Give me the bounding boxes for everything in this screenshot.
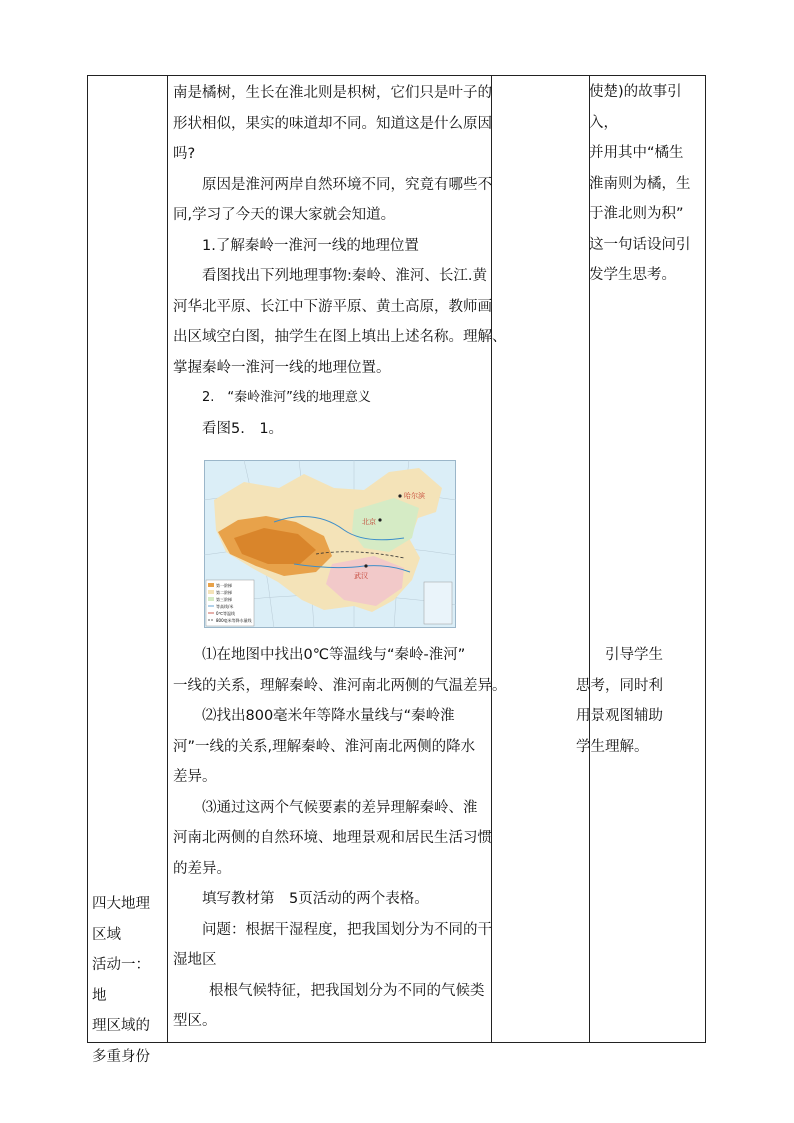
map-label-south: 武汉 [354, 572, 368, 580]
content-upper [168, 78, 572, 444]
intent-line: 淮南则为橘，生 [589, 175, 691, 192]
guidance-line: 用景观图辅助 [576, 708, 663, 724]
task-line: 河华北平原、长江中下游平原、黄土高原，教师画 [173, 298, 492, 315]
city-marker [378, 518, 381, 521]
intent-line: 这一句话设问引 [589, 236, 691, 253]
question-line: 河南北两侧的自然环境、地理景观和居民生活习惯 [173, 830, 492, 846]
section-label-line: 理区域的 [92, 1018, 150, 1034]
design-intent-note [589, 77, 701, 291]
heading-1: 1.了解秦岭一淮河一线的地理位置 [202, 237, 419, 254]
map-label-north: 哈尔滨 [404, 492, 425, 500]
content-lower [168, 640, 572, 1037]
reason-line: 同,学习了今天的课大家就会知道。 [173, 207, 396, 223]
guidance-line: 引导学生 [605, 647, 663, 663]
question-line: ⑶通过这两个气候要素的差异理解秦岭、淮 [202, 799, 478, 816]
section-label-line: 活动一：地 [92, 957, 150, 1004]
guidance-line: 学生理解。 [576, 738, 649, 755]
question-line: ⑵找出800毫米年等降水量线与“秦岭淮 [202, 708, 455, 724]
problem-line: 湿地区 [173, 952, 217, 968]
climate-line: 型区。 [173, 1013, 217, 1029]
legend-item: 第一阶梯 [216, 583, 232, 588]
figure-reference: 看图5. 1。 [202, 420, 284, 437]
map-label-mid: 北京 [362, 518, 376, 526]
city-marker [398, 494, 401, 497]
legend-item: 等高线/米 [216, 604, 234, 609]
guidance-line: 思考，同时利 [576, 677, 663, 694]
task-line: 掌握秦岭一淮河一线的地理位置。 [173, 359, 391, 376]
task-line: 看图找出下列地理事物:秦岭、淮河、长江.黄 [202, 268, 487, 284]
fill-instruction: 填写教材第 5页活动的两个表格。 [202, 891, 429, 907]
question-line: ⑴在地图中找出0℃等温线与“秦岭-淮河” [202, 647, 466, 663]
intro-line: 南是橘树，生长在淮北则是枳树，它们只是叶子的 [173, 85, 492, 101]
map-legend [206, 580, 254, 626]
intro-line: 吗? [173, 146, 196, 162]
intent-line: 使楚)的故事引入， [589, 84, 682, 131]
section-label [88, 889, 168, 1072]
question-line: 一线的关系，理解秦岭、淮河南北两侧的气温差异。 [173, 677, 507, 694]
climate-line: 根根气候特征，把我国划分为不同的气候类 [209, 982, 485, 999]
china-map [204, 460, 456, 628]
intent-line: 于淮北则为积” [589, 206, 684, 222]
question-line: 的差异。 [173, 860, 231, 877]
south-sea-inset [424, 582, 452, 624]
city-marker [364, 564, 367, 567]
legend-item: 第二阶梯 [216, 590, 232, 595]
china-map-figure [204, 460, 456, 628]
section-label-line: 四大地理 [92, 896, 150, 912]
legend-item: 0℃等温线 [216, 611, 236, 616]
problem-line: 问题：根据干湿程度，把我国划分为不同的干 [202, 921, 492, 938]
section-label-line: 多重身份 [92, 1048, 150, 1065]
heading-2: 2. “秦岭淮河”线的地理意义 [202, 390, 371, 405]
intro-line: 形状相似，果实的味道却不同。知道这是什么原因 [173, 115, 492, 132]
guidance-note [572, 640, 670, 762]
task-line: 出区域空白图，抽学生在图上填出上述名称。理解、 [173, 329, 507, 345]
intent-line: 并用其中“橘生 [589, 145, 684, 161]
reason-line: 原因是淮河两岸自然环境不同，究竟有哪些不 [202, 176, 492, 193]
intent-line: 发学生思考。 [589, 267, 676, 283]
section-label-line: 区域 [92, 926, 121, 943]
question-line: 河”一线的关系,理解秦岭、淮河南北两侧的降水 [173, 738, 476, 755]
legend-item: 第三阶梯 [216, 597, 232, 602]
legend-item: 800毫米等降水量线 [216, 618, 252, 623]
question-line: 差异。 [173, 769, 217, 785]
